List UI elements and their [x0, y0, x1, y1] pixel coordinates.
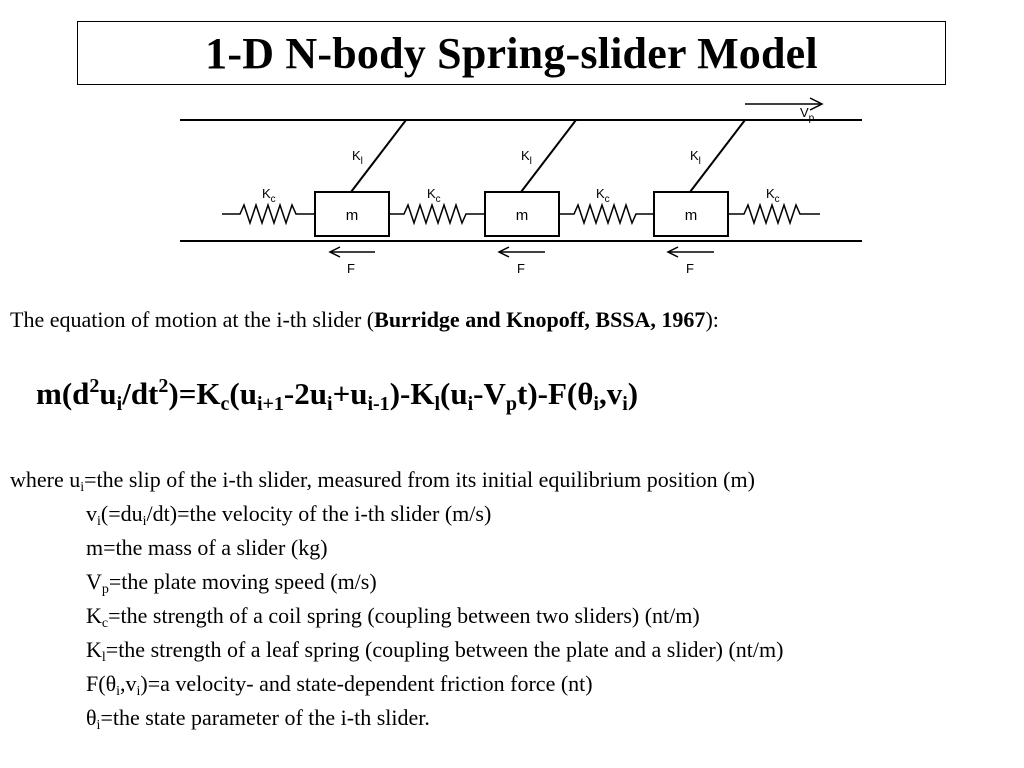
friction-label-2: F	[517, 261, 525, 276]
definition-u: where $u_i=the$ slip of the i-th slider, measured from its initial equilibrium position (m)	[10, 467, 755, 495]
slide-title: 1-D N-body Spring-slider Model	[205, 28, 818, 78]
definition-theta: $\theta_i=the$ state parameter of the i-th slider.	[86, 705, 430, 733]
leaf-spring-label-2: $K_l$	[521, 148, 532, 167]
coil-spring-4	[728, 205, 820, 223]
definition-kc: $K_c=the$ strength of a coil spring (coupling between two sliders) (nt/m)	[86, 603, 700, 631]
velocity-label: $V_p$	[800, 105, 815, 124]
mass-label-1: m	[345, 207, 359, 224]
equation-intro: The equation of motion at the i-th slider (Burridge and Knopoff, BSSA, 1967):	[10, 307, 719, 332]
friction-label-3: F	[686, 261, 694, 276]
definition-v: $v_i(=du_i/dt)=the$ velocity of the i-th slider (m/s)	[86, 501, 492, 529]
definition-vp: $V_p=the$ plate moving speed (m/s)	[86, 569, 377, 597]
definition-f: $F(\theta_i,v_i)=a$ velocity- and state-dependent friction force (nt)	[86, 671, 593, 699]
coil-spring-label-2: $K_c$	[427, 186, 441, 205]
spring-slider-diagram	[0, 0, 1024, 300]
coil-spring-2	[389, 205, 485, 223]
equation-of-motion: $m(d^2u_i/dt^2)=K_c(u_{i+1}-2u_i+u_{i-1})-K_l(u_i-V_pt)-F(\theta_i,v_i)$	[36, 375, 639, 415]
coil-spring-label-1: $K_c$	[262, 186, 276, 205]
definition-kl: $K_l=the$ strength of a leaf spring (coupling between the plate and a slider) (nt/m)	[86, 637, 784, 665]
coil-spring-3	[559, 205, 654, 223]
definition-m: m=the mass of a slider (kg)	[86, 535, 328, 560]
coil-spring-label-4: $K_c$	[766, 186, 780, 205]
leaf-spring-label-3: $K_l$	[690, 148, 701, 167]
mass-label-2: m	[515, 207, 529, 224]
coil-spring-1	[222, 205, 315, 223]
coil-spring-label-3: $K_c$	[596, 186, 610, 205]
leaf-spring-label-1: $K_l$	[352, 148, 363, 167]
citation: Burridge and Knopoff, BSSA, 1967	[374, 307, 706, 332]
mass-label-3: m	[684, 207, 698, 224]
variable-definitions	[10, 463, 783, 735]
friction-label-1: F	[347, 261, 355, 276]
